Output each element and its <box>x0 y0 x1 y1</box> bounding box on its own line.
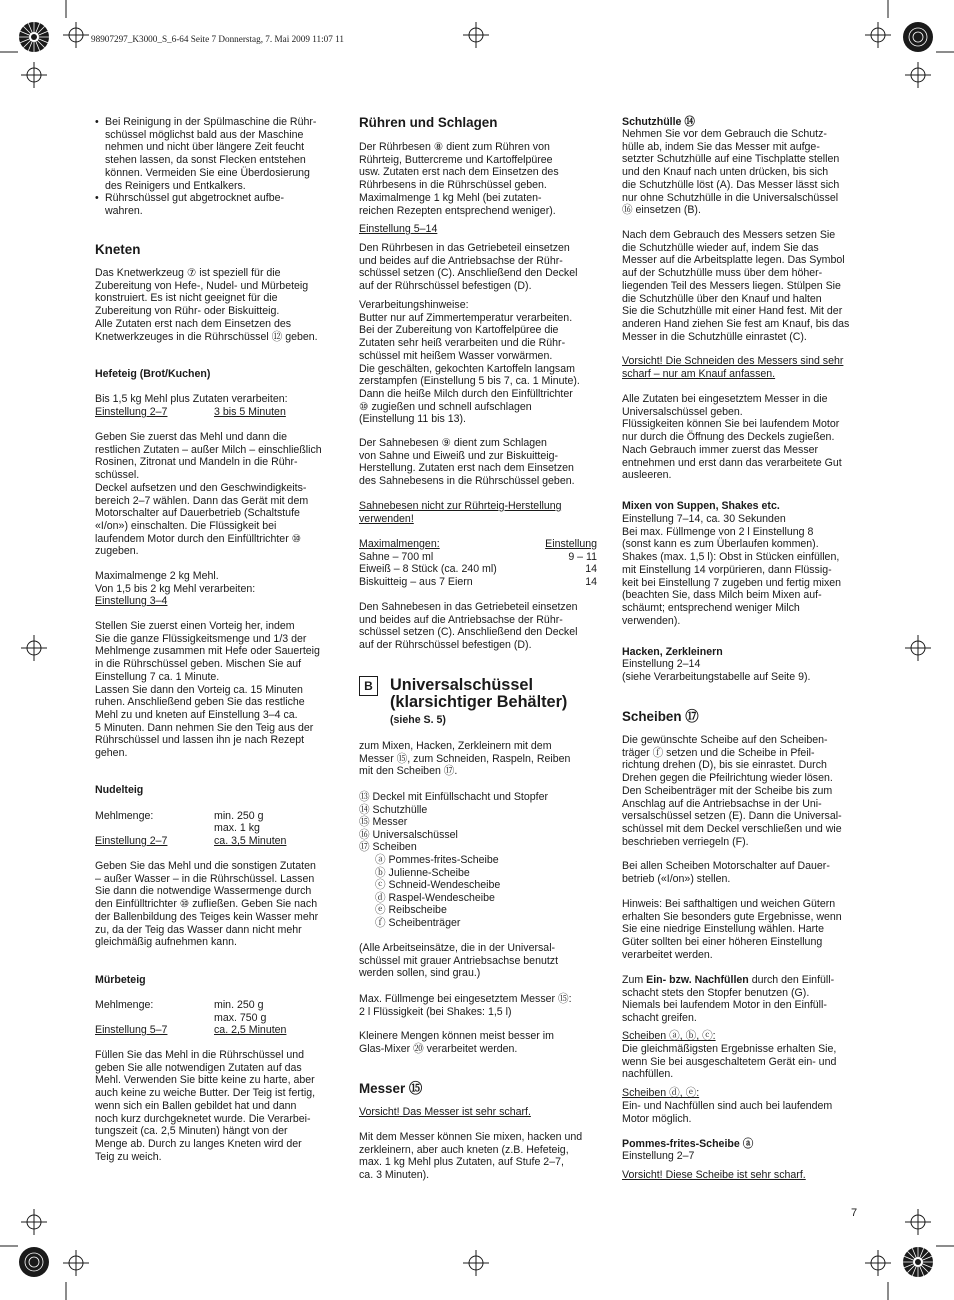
scheiben-de-label: Scheiben ⓓ, ⓔ: <box>622 1087 700 1099</box>
crosshair-mark-top-right-inner <box>865 22 891 48</box>
list-item: ⑮ Messer <box>359 816 408 829</box>
list-item: ⓑ Julienne-Scheibe <box>375 866 470 879</box>
muerbeteig-setting: Einstellung 5–7 <box>95 1024 168 1036</box>
ruehren-setting: Einstellung 5–14 <box>359 223 438 235</box>
nachfuellen-prefix: Zum <box>622 974 647 986</box>
scheiben-de-text: Ein- und Nachfüllen sind auch bei laufendem Motor möglich. <box>622 1100 833 1125</box>
list-item: ⓓ Raspel-Wendescheibe <box>375 891 495 904</box>
crosshair-mark-mr <box>905 635 931 661</box>
muerbeteig-time: ca. 2,5 Minuten <box>214 1024 287 1036</box>
messer-text: Mit dem Messer können Sie mixen, hacken und zerkleinern, aber auch kneten (z.B. Hefeteig, max. 1 kg Mehl plus Zutaten, auf Stufe 2–7, ca. 3 Minuten). <box>359 1131 583 1182</box>
table-cell-setting: 14 <box>585 563 597 576</box>
sahnebesen-text-2: Den Sahnebesen in das Getriebeteil einsetzen und beides auf die Antriebsachse der Rühr- schüssel setzen (C). Anschließend den Deckel auf der Rührschüssel befestigen (D). <box>359 601 578 652</box>
pommes-warning: Vorsicht! Diese Scheibe ist sehr scharf. <box>622 1169 806 1181</box>
crosshair-mark-tr <box>905 62 931 88</box>
schutzhuelle-heading: Schutzhülle ⑭ <box>622 116 695 128</box>
crosshair-mark-tl <box>21 62 47 88</box>
nudelteig-max: max. 1 kg <box>214 822 260 834</box>
crosshair-mark-bottom-center <box>463 1250 489 1276</box>
list-item: ⓐ Pommes-frites-Scheibe <box>375 853 499 866</box>
scheiben-text-3: Hinweis: Bei safthaltigen und weichen Gütern erhalten Sie besonders gute Ergebnisse, wenn Sie eine niedrige Einstellung wählen. Harte Güter sollten bei einer höheren Einstellung verarbeitet werden. <box>622 898 842 961</box>
kneten-text: Das Knetwerkzeug ⑦ ist speziell für die Zubereitung von Hefe-, Nudel- und Mürbeteig konstruiert. Es ist nicht geeignet für die Zubereitung von Rühr- oder Biskuitteig. Alle Zutaten erst nach dem Einsetzen des Knetwerkzeuges in die Rührschüssel ⑫ geben. <box>95 267 318 343</box>
hefeteig-text-1: Geben Sie zuerst das Mehl und dann die restlichen Zutaten – außer Milch – einschließlich Rosinen, Zitronat und Mandeln in die Rühr- schüssel. Deckel aufsetzen und den Geschwindigkeits- bereich 2–7 wählen. Dann das Gerät mit dem Motorschalter auf Dauerbetrieb (Schaltstufe «I/on») einschalten. Die Flüssigkeit bei laufendem Motor durch den Einfülltrichter ⑩ zugeben. <box>95 431 322 558</box>
hefeteig-heading: Hefeteig (Brot/Kuchen) <box>95 368 211 380</box>
scheiben-abc-text: Die gleichmäßigsten Ergebnisse erhalten Sie, wenn Sie bei ausgeschaltetem Gerät ein- und nachfüllen. <box>622 1043 837 1081</box>
muerbeteig-max: max. 750 g <box>214 1012 267 1024</box>
muerbeteig-amount-label: Mehlmenge: <box>95 999 154 1011</box>
sahnebesen-warning: Sahnebesen nicht zur Rührteig-Herstellung verwenden! <box>359 500 562 525</box>
schutzhuelle-text-3: Alle Zutaten bei eingesetztem Messer in die Universalschüssel geben. Flüssigkeiten können Sie bei laufendem Motor nur durch die Öffnung des Deckels zugießen. Nach Gebrauch immer zuerst das Messer entnehmen und erst dann das verarbeitete Gut ausleeren. <box>622 393 842 482</box>
nudelteig-setting-row <box>95 835 335 848</box>
crosshair-mark-top-center <box>463 22 489 48</box>
crosshair-mark-bottom-right-inner <box>865 1250 891 1276</box>
table-cell-item: Biskuitteig – aus 7 Eiern <box>359 576 473 589</box>
crosshair-mark-bl <box>21 1209 47 1235</box>
hefeteig-setting-2: Einstellung 3–4 <box>95 595 168 607</box>
mixen-text: Einstellung 7–14, ca. 30 Sekunden Bei max. Füllmenge von 2 l Einstellung 8 (sonst kann es zum Überlaufen kommen). Shakes (max. 1,5 l): Obst in Stücken einfüllen, mit Einstellung 14 vorpürieren, dann Flüssig- keit bei Einstellung 7 zugeben und fertig mixen (beachten Sie, dass Milch beim Mixen auf- schäumt; entsprechend weniger Milch verwenden). <box>622 513 842 627</box>
schutzhuelle-text-2: Nach dem Gebrauch des Messers setzen Sie die Schutzhülle wieder auf, indem Sie das Messer auf die Arbeitsplatte legen. Das Symbol auf der Schutzhülle muss über dem höher- liegenden Teil des Messers liegen. Stülpen Sie die Schutzhülle über den Knauf und halten Sie die Schutzhülle mit einer Hand fest. Mit der anderen Hand ziehen Sie fest am Knauf, bis das Messer in die Schutzhülle einrastet (C). <box>622 229 850 343</box>
universalschuessel-heading: Universalschüssel (klarsichtiger Behälter) <box>390 676 568 711</box>
pommes-text: Einstellung 2–7 <box>622 1150 695 1162</box>
table-cell-setting: 14 <box>585 576 597 589</box>
messer-warning: Vorsicht! Das Messer ist sehr scharf. <box>359 1106 531 1118</box>
cleaning-bullet-list <box>95 116 335 218</box>
table-header-left: Maximalmengen: <box>359 538 440 550</box>
list-item: ⓒ Schneid-Wendescheibe <box>375 879 501 892</box>
list-item: ⓕ Scheibenträger <box>375 916 461 929</box>
muerbeteig-amount-row <box>95 999 335 1012</box>
universalschuessel-text: zum Mixen, Hacken, Zerkleinern mit dem Messer ⑮, zum Schneiden, Raspeln, Reiben mit den Scheiben ⑰. <box>359 740 571 778</box>
nudelteig-text: Geben Sie das Mehl und die sonstigen Zutaten – außer Wasser – in die Rührschüssel. Lassen Sie dann die notwendige Wassermenge durch den Einfülltrichter ⑩ zufließen. Geben Sie nach der Ballenbildung des Teiges kein Wasser mehr zu, da der Teig das Wasser dann nicht mehr gleichmäßig aufnehmen kann. <box>95 860 319 949</box>
ruehren-text-1: Der Rührbesen ⑧ dient zum Rühren von Rührteig, Buttercreme und Kartoffelpüree usw. Zutaten erst nach dem Einsetzen des Rührbesens in die Rührschüssel geben. Maximalmenge 1 kg Mehl (bei zutaten- reichen Rezepten entsprechend weniger). <box>359 141 559 217</box>
hacken-heading: Hacken, Zerkleinern <box>622 646 723 658</box>
starburst-mark-bl <box>19 1247 49 1277</box>
muerbeteig-min: min. 250 g <box>214 999 264 1011</box>
starburst-mark-tr <box>903 22 933 52</box>
nachfuellen-text <box>622 974 862 1025</box>
nudelteig-heading: Nudelteig <box>95 784 144 796</box>
nudelteig-max-row <box>95 822 335 835</box>
kneten-heading: Kneten <box>95 242 141 257</box>
hefeteig-setting-row <box>95 406 335 419</box>
sahnebesen-text: Der Sahnebesen ⑨ dient zum Schlagen von Sahne und Eiweiß und zur Biskuitteig- Herstellung. Zutaten erst nach dem Einsetzen des Sahnebesens in die Rührschüssel geben. <box>359 437 575 488</box>
ruehren-heading: Rühren und Schlagen <box>359 115 498 130</box>
muerbeteig-setting-row <box>95 1024 335 1037</box>
section-b-label: B <box>359 676 378 696</box>
scheiben-abc-label: Scheiben ⓐ, ⓑ, ⓒ: <box>622 1030 716 1042</box>
universalschuessel-small: Kleinere Mengen können meist besser im Glas-Mixer ⑳ verarbeitet werden. <box>359 1030 554 1055</box>
hefeteig-setting: Einstellung 2–7 <box>95 406 168 418</box>
hefeteig-text-3: Stellen Sie zuerst einen Vorteig her, indem Sie die ganze Flüssigkeitsmenge und 1/3 der Mehlmenge zusammen mit Hefe oder Sauerteig in die Rührschüssel geben. Mischen Sie auf Einstellung 7 ca. 1 Minute. Lassen Sie dann den Vorteig ca. 15 Minuten ruhen. Anschließend geben Sie das restliche Mehl zu und kneten auf Einstellung 3–4 ca. 5 Minuten. Dann nehmen Sie den Teig aus der Rührschüssel und lassen ihn je nach Rezept gehen. <box>95 620 320 760</box>
list-item: • Rührschüssel gut abgetrocknet aufbe- wahren. <box>95 192 335 217</box>
list-item: ⑯ Universalschüssel <box>359 828 458 841</box>
list-item: • Bei Reinigung in der Spülmaschine die Rühr- schüssel möglichst bald aus der Maschine nehmen und nicht über längere Zeit feucht stehen lassen, da sonst Flecken entstehen können. Vermeiden Sie eine Überdosierung des Reinigers und Entkalkers. <box>95 116 335 192</box>
max-amount-table <box>359 538 597 589</box>
table-header-row <box>359 538 597 551</box>
list-item: ⑰ Scheiben <box>359 841 417 854</box>
schutzhuelle-text-1: Nehmen Sie vor dem Gebrauch die Schutz- hülle ab, indem Sie das Messer mit aufge- setzter Schutzhülle auf eine Tischplatte stellen und den Knauf nach unten drücken, bis sich die Schutzhülle löst (A). Das Messer lässt sich nur ohne Schutzhülle in die Universalschüssel ⑯ einsetzen (B). <box>622 128 840 217</box>
crosshair-mark-ml <box>21 635 47 661</box>
nudelteig-amount-label: Mehlmenge: <box>95 810 154 822</box>
parts-list <box>359 791 597 930</box>
hefeteig-intro: Bis 1,5 kg Mehl plus Zutaten verarbeiten: <box>95 393 288 405</box>
universalschuessel-note: (Alle Arbeitseinsätze, die in der Universal- schüssel mit grauer Antriebsachse benutzt werden sollen, sind grau.) <box>359 942 559 980</box>
crosshair-mark-top-left-inner <box>63 22 89 48</box>
pommes-heading: Pommes-frites-Scheibe ⓐ <box>622 1138 754 1150</box>
crosshair-mark-br <box>905 1209 931 1235</box>
scheiben-heading: Scheiben ⑰ <box>622 709 699 724</box>
page-number: 7 <box>851 1207 858 1219</box>
nachfuellen-suffix: durch den Einfüll- schacht stets den Stopfer benutzen (G). Niemals bei laufendem Motor in den Einfüll- schacht greifen. <box>622 974 835 1025</box>
messer-heading: Messer ⑮ <box>359 1081 423 1096</box>
nudelteig-setting: Einstellung 2–7 <box>95 835 168 847</box>
table-header-right: Einstellung <box>545 538 597 550</box>
muerbeteig-text: Füllen Sie das Mehl in die Rührschüssel und geben Sie alle notwendigen Zutaten auf das Mehl. Verwenden Sie bitte keine zu harte, aber auch keine zu weiche Butter. Der Teig ist fertig, wenn sich ein Ballen gebildet hat und dann noch kurz durchgeknetet wurde. Die Verarbei- tungszeit (ca. 2,5 Minuten) hängt von der Menge ab. Durch zu langes Kneten wird der Teig zu weich. <box>95 1049 316 1163</box>
nudelteig-time: ca. 3,5 Minuten <box>214 835 287 847</box>
ruehren-text-3: Verarbeitungshinweise: Butter nur auf Zimmertemperatur verarbeiten. Bei der Zubereitung von Kartoffelpüree die Zutaten sehr heiß verarbeiten und die Rühr- schüssel mit heißem Wasser vorwärmen. Die geschälten, gekochten Kartoffeln langsam zerstampfen (Einstellung 5 bis 7, ca. 1 Minute). Dann die heiße Milch durch den Einfülltrichter ⑩ zugießen und schnell aufschlagen (Einstellung 11 bis 13). <box>359 299 580 426</box>
hefeteig-text-2: Maximalmenge 2 kg Mehl. Von 1,5 bis 2 kg Mehl verarbeiten: <box>95 570 256 595</box>
universalschuessel-max: Max. Füllmenge bei eingesetztem Messer ⑮: 2 l Flüssigkeit (bei Shakes: 1,5 l) <box>359 993 572 1018</box>
table-row <box>359 563 597 576</box>
schutzhuelle-warning: Vorsicht! Die Schneiden des Messers sind sehr scharf – nur am Knauf anfassen. <box>622 355 844 380</box>
scheiben-text-1: Die gewünschte Scheibe auf den Scheiben- träger ⓕ setzen und die Scheibe in Pfeil- richtung drehen (D), bis sie einrastet. Durch Drehen gegen die Pfeilrichtung wieder lösen. Den Scheibenträger mit der Scheibe bis zum Anschlag auf die Antriebsachse in der Uni- versalschüssel setzen (E). Dann die Universal- schüssel mit dem Deckel verschließen und wie beschrieben verriegeln (F). <box>622 734 842 848</box>
hefeteig-time: 3 bis 5 Minuten <box>214 406 286 418</box>
universalschuessel-subheading: (siehe S. 5) <box>390 714 446 726</box>
crosshair-mark-bottom-left-inner <box>63 1250 89 1276</box>
table-row <box>359 551 597 564</box>
ruehren-text-2: Den Rührbesen in das Getriebeteil einsetzen und beides auf die Antriebsachse der Rühr- schüssel setzen (C). Anschließend den Deckel auf der Rührschüssel befestigen (D). <box>359 242 578 293</box>
nachfuellen-bold: Ein- bzw. Nachfüllen <box>646 974 749 986</box>
list-item: ⓔ Reibscheibe <box>375 904 447 917</box>
scheiben-text-2: Bei allen Scheiben Motorschalter auf Dauer- betrieb («I/on») stellen. <box>622 860 830 885</box>
table-cell-item: Sahne – 700 ml <box>359 550 434 563</box>
nudelteig-min: min. 250 g <box>214 810 264 822</box>
table-cell-setting: 9 – 11 <box>568 550 597 563</box>
hacken-text: Einstellung 2–14 (siehe Verarbeitungstabelle auf Seite 9). <box>622 658 811 683</box>
muerbeteig-heading: Mürbeteig <box>95 974 146 986</box>
starburst-mark-br <box>903 1247 933 1277</box>
list-item: ⑬ Deckel mit Einfüllschacht und Stopfer <box>359 791 549 803</box>
list-item: ⑭ Schutzhülle <box>359 803 428 816</box>
table-cell-item: Eiweiß – 8 Stück (ca. 240 ml) <box>359 563 497 576</box>
print-info-line: 98907297_K3000_S_6-64 Seite 7 Donnerstag, 7. Mai 2009 11:07 11 <box>91 34 344 44</box>
table-row <box>359 576 597 589</box>
mixen-heading: Mixen von Suppen, Shakes etc. <box>622 500 780 512</box>
starburst-mark-tl <box>19 22 49 52</box>
